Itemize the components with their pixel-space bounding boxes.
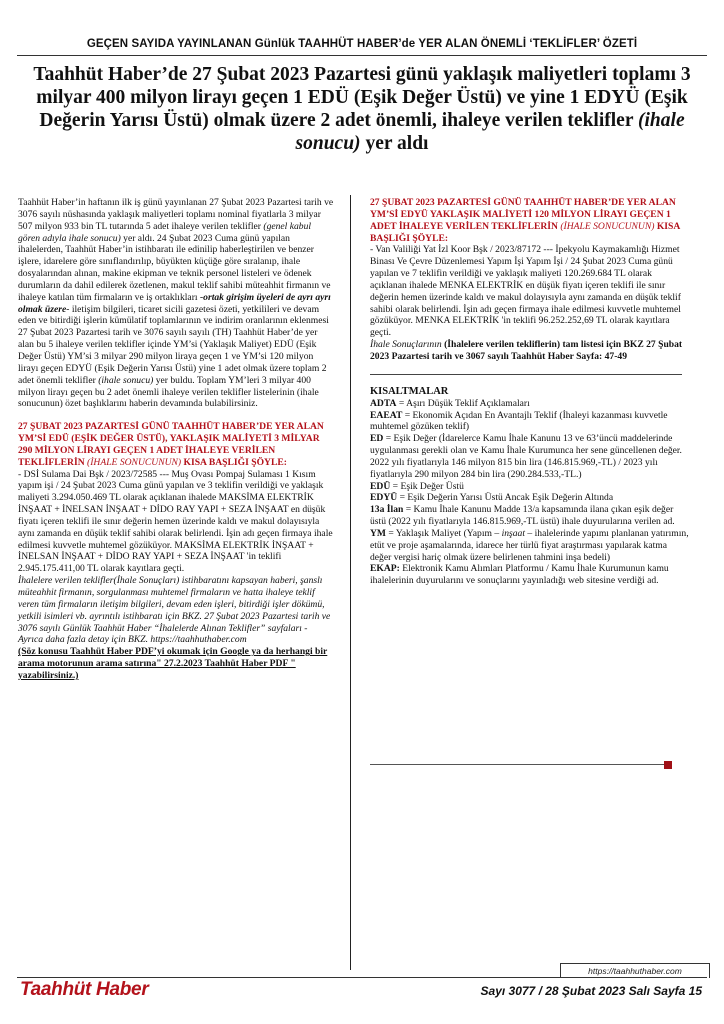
abbr-item <box>370 481 690 493</box>
abbr-def: = Eşik Değer Üstü <box>390 480 464 492</box>
edu-title-italic: (İHALE SONUCUNUN) <box>87 456 182 468</box>
abbr-def: = Ekonomik Açıdan En Avantajlı Teklif (İhaleyi kazanması kuvvetle muhtemel gözüken teklif) <box>370 409 668 433</box>
intro-text-3: iletişim bilgileri, ticaret sicili gazetesi özeti, yetkilileri ve devam eden ve bitirdiği işlerin kümülatif toplamlarının ve indirim oranlarının eklenmesi 27 Şubat 2023 Pazartesi tarih ve 3076 sayılı sayılı (TH) Taahhüt Haber’de yer alan bu 5 ihaleye verilen teklifler içinde YM’si (Yaklaşık Maliyet) EDÜ (Eşik Değer Üstü) YM’si 3 milyar 290 milyon liraya geçen 1 ve YM’si 120 milyon lirayı geçen EDYÜ (Eşik Değerin Yarısı Üstü) yine 1 adet olmak üzere toplam 2 adet önemli teklifler <box>18 303 329 386</box>
edyu-note-bold: (İhalelere verilen tekliflerin) tam listesi için BKZ 27 Şubat 2023 Pazartesi tarih ve 3067 sayılı Taahhüt Haber Sayfa: 47-49 <box>370 339 683 362</box>
edyu-section-title <box>370 197 690 244</box>
abbr-term: 13a İlan <box>370 504 404 516</box>
abbr-def-end: – ihalelerinde yapımı planlanan yatırımın, etüt ve proje aşamalarında, idarece her türlü fiyat araştırması yapılarak katma değer vergisi hariç olmak üzere belirlenen tahmini inşa bedeli) <box>370 527 689 563</box>
headline-italic: (ihale sonucu) <box>295 110 685 154</box>
left-column <box>18 197 334 682</box>
edyu-title-text: 27 ŞUBAT 2023 PAZARTESİ GÜNÜ TAAHHÜT HABER’DE YER ALAN YM’Sİ EDYÜ YAKLAŞIK MALİYETİ 120 MİLYON LİRAYI GEÇEN 1 ADET İHALEYE VERİLEN TEKLİFLERİN <box>370 197 676 232</box>
edyu-title-end: KISA BAŞLIĞI ŞÖYLE: <box>370 220 680 244</box>
abbr-def-italic: inşaat <box>501 527 526 539</box>
footer-issue-info: Sayı 3077 / 28 Şubat 2023 Salı Sayfa 15 <box>480 984 702 998</box>
abbr-term: EAEAT <box>370 409 403 421</box>
footer-divider <box>17 977 707 978</box>
abbr-term: ED <box>370 433 384 445</box>
footer-url-link[interactable]: https://taahhuthaber.com <box>560 963 710 978</box>
abbr-item <box>370 398 690 410</box>
edu-item-text: - DSİ Sulama Dai Bşk / 2023/72585 --- Muş Ovası Pompaj Sulaması 1 Kısım yapım işi / 24 Şubat 2023 Cuma günü yapılan ve 3 teklifin verildiği ve yaklaşık maliyeti 3.294.050.469 TL olarak açıklanan ihalede MAKSİMA ELEKTRİK İNŞAAT + İNELSAN İNŞAAT + DİDO RAY YAPI + SEZA İNŞAAT en düşük fiyatı içeren teklifi ile sınır değerin hemen üzerinde kaldı ve makul dolayısıyla aynı zamanda en düşük teklif sahibi olarak belirlendi. İşin adı geçen firmaya ihale edilmesi kuvvetle muhtemel gözüküyor. MAKSİMA ELEKTRİK İNŞAAT + İNELSAN İNŞAAT + DİDO RAY YAPI + SEZA İNŞAAT 'in teklifi 2.945.175.411,00 TL olarak kayıtlara geçti. <box>18 468 333 575</box>
edu-section-title <box>18 421 334 468</box>
intro-text-1: Taahhüt Haber’in haftanın ilk iş günü yayınlanan 27 Şubat 2023 Pazartesi tarih ve 3076 sayılı nüshasında yaklaşık maliyetleri toplamı nominal fiyatlarla 3 milyar 507 milyon 933 bin TL tutarında 5 adet ihaleye verilen teklifler <box>18 197 334 232</box>
edyu-title-italic: (İHALE SONUCUNUN) <box>560 220 655 232</box>
abbr-term: YM <box>370 527 386 539</box>
intro-bold-italic: -ortak girişim üyeleri de ayrı ayrı olmak üzere- <box>18 291 331 315</box>
edyu-item-text: - Van Valiliği Yat İzl Koor Bşk / 2023/87172 --- İpekyolu Kaymakamlığı Hizmet Binası Ve Çevre Düzenlemesi Yapım İşi Yapım İşi / 24 Şubat 2023 Cuma günü yapılan ve 7 teklifin verildiği ve yaklaşık maliyeti 120.269.684 TL olarak açıklanan ihalede MENKA ELEKTRİK en düşük fiyatı içeren teklifi ile sınır değerin hemen üzerinde kaldı ve makul dolayısıyla aynı zamanda en düşük teklif sahibi olarak belirlendi. İşin adı geçen firmaya ihale edilmesi kuvvetle muhtemel gözüküyor. MENKA ELEKTRİK 'in teklifi 96.252.252,69 TL olarak kayıtlara geçti. <box>370 244 681 339</box>
end-mark-square <box>664 761 672 769</box>
abbr-item <box>370 504 690 528</box>
abbr-term: ADTA <box>370 397 397 409</box>
edu-item-note: İhalelere verilen teklifler(İhale Sonuçları) istihbaratını kapsayan haberi, şanslı müteahhit firmanın, sorgulanması muhtemel firmaların ve hatta ihaleye teklif veren tüm firmaların iletişim bilgileri, devam eden işleri, bitirdiği işler dökümü, yetkili isimleri vb. ayrıntılı istihbaratı için BKZ. 27 Şubat 2023 Pazartesi tarih ve 3076 sayılı Günlük Taahhüt Haber “İhalelerde Alınan Teklifler” sayfaları - Ayrıca daha fazla detay için BKZ. https://taahhuthaber.com <box>18 575 331 646</box>
abbr-def: = Yaklaşık Maliyet (Yapım – <box>385 527 502 539</box>
abbr-item <box>370 492 690 504</box>
abbr-item <box>370 563 690 587</box>
abbr-def: Elektronik Kamu Alımları Platformu / Kamu İhale Kurumunun kamu ihalelerinin duyurularını ve sonuçlarını yayınladığı web sitesine verdiği ad. <box>370 563 669 587</box>
headline-end: yer aldı <box>360 133 429 154</box>
footer-brand-logo: Taahhüt Haber <box>20 979 149 1000</box>
column-divider <box>350 195 351 970</box>
abbreviations-divider <box>370 374 682 375</box>
abbr-def: = Eşik Değerin Yarısı Üstü Ancak Eşik Değerin Altında <box>397 492 614 504</box>
abbr-item <box>370 528 690 564</box>
abbr-term: EKAP: <box>370 563 400 575</box>
end-rule <box>370 764 664 765</box>
intro-italic-1: (genel kabul gören adıyla ihale sonucu) <box>18 220 312 244</box>
headline <box>24 63 700 155</box>
intro-text-2: yer aldı. 24 Şubat 2023 Cuma günü yapılan ihalelerden, Taahhüt Haber’in istihbaratı ile edinilip haberleştirilen ve benzer işlere, idarelere göre sınıflandırılıp, büyükten küçüğe göre sıralanıp, ihale dosyalarından alınan, makine ekipman ve teknik personel listeleri ve ödenek durumların da dahil edilerek özetlenen, makul teklif sahibi müteahhit firmanın ve ihaleye katılan tüm firmaların ve iş ortaklıkları <box>18 232 331 303</box>
edyu-item-note <box>370 339 690 363</box>
abbr-item <box>370 410 690 434</box>
page-top-title: GEÇEN SAYIDA YAYINLANAN Günlük TAAHHÜT HABER’de YER ALAN ÖNEMLİ ‘TEKLİFLER’ ÖZETİ <box>86 38 638 50</box>
edu-title-end: KISA BAŞLIĞI ŞÖYLE: <box>181 456 287 468</box>
abbr-def: = Eşik Değer (İdarelerce Kamu İhale Kanunu 13 ve 63’üncü maddelerinde uygulanması gerekli olan ve Kamu İhale Kurumunca her sene güncellenen değer. 2022 yılı fiyatlarıyla 146 milyon 815 bin lira (146.815.969,-TL) / 2023 yılı fiyatlarıyla 290 milyon 284 bin lira (290.284.533,-TL.) <box>370 433 682 480</box>
headline-main: Taahhüt Haber’de 27 Şubat 2023 Pazartesi günü yaklaşık maliyetleri toplamı 3 milyar 400 milyon lirayı geçen 1 EDÜ (Eşik Değer Üstü) ve yine 1 EDYÜ (Eşik Değerin Yarısı Üstü) olmak üzere 2 adet önemli, ihaleye verilen teklifler <box>33 64 691 131</box>
intro-text-4: yer buldu. Toplam YM’leri 3 milyar 400 milyon lirayı geçen bu 2 adet önemli ihaleye verilen teklifler listelerinin (ihale sonucunun) özet başlıklarını haberin devamında bulabilirsiniz. <box>18 374 319 410</box>
intro-italic-2: (ihale sonucu) <box>98 374 154 386</box>
abbr-item <box>370 433 690 480</box>
intro-paragraph <box>18 197 334 410</box>
abbr-def: = Kamu İhale Kanunu Madde 13/a kapsamında ilana çıkan eşik değer üstü (2022 yılı fiyatlarıyla 146.815.969,-TL üstü) ihale duyurularına verilen ad. <box>370 504 675 528</box>
top-divider <box>17 55 707 56</box>
abbreviations-title: KISALTMALAR <box>370 385 449 397</box>
edu-title-text: 27 ŞUBAT 2023 PAZARTESİ GÜNÜ TAAHHÜT HABER’DE YER ALAN YM’Sİ EDÜ (EŞİK DEĞER ÜSTÜ), YAKLAŞIK MALİYETİ 3 MİLYAR 290 MİLYON LİRAYI GEÇEN 1 ADET İHALEYE VERİLEN TEKLİFLERİN <box>18 421 324 468</box>
abbr-term: EDÜ <box>370 480 391 492</box>
abbr-def: = Aşırı Düşük Teklif Açıklamaları <box>396 397 530 409</box>
abbr-term: EDYÜ <box>370 492 398 504</box>
edyu-note-italic: İhale Sonuçlarının <box>370 339 442 351</box>
edu-pdf-note: (Söz konusu Taahhüt Haber PDF’yi okumak için Google ya da herhangi bir arama motorunun arama satırına" 27.2.2023 Taahhüt Haber PDF " yazabilirsiniz.) <box>18 646 328 681</box>
right-column <box>370 197 690 587</box>
